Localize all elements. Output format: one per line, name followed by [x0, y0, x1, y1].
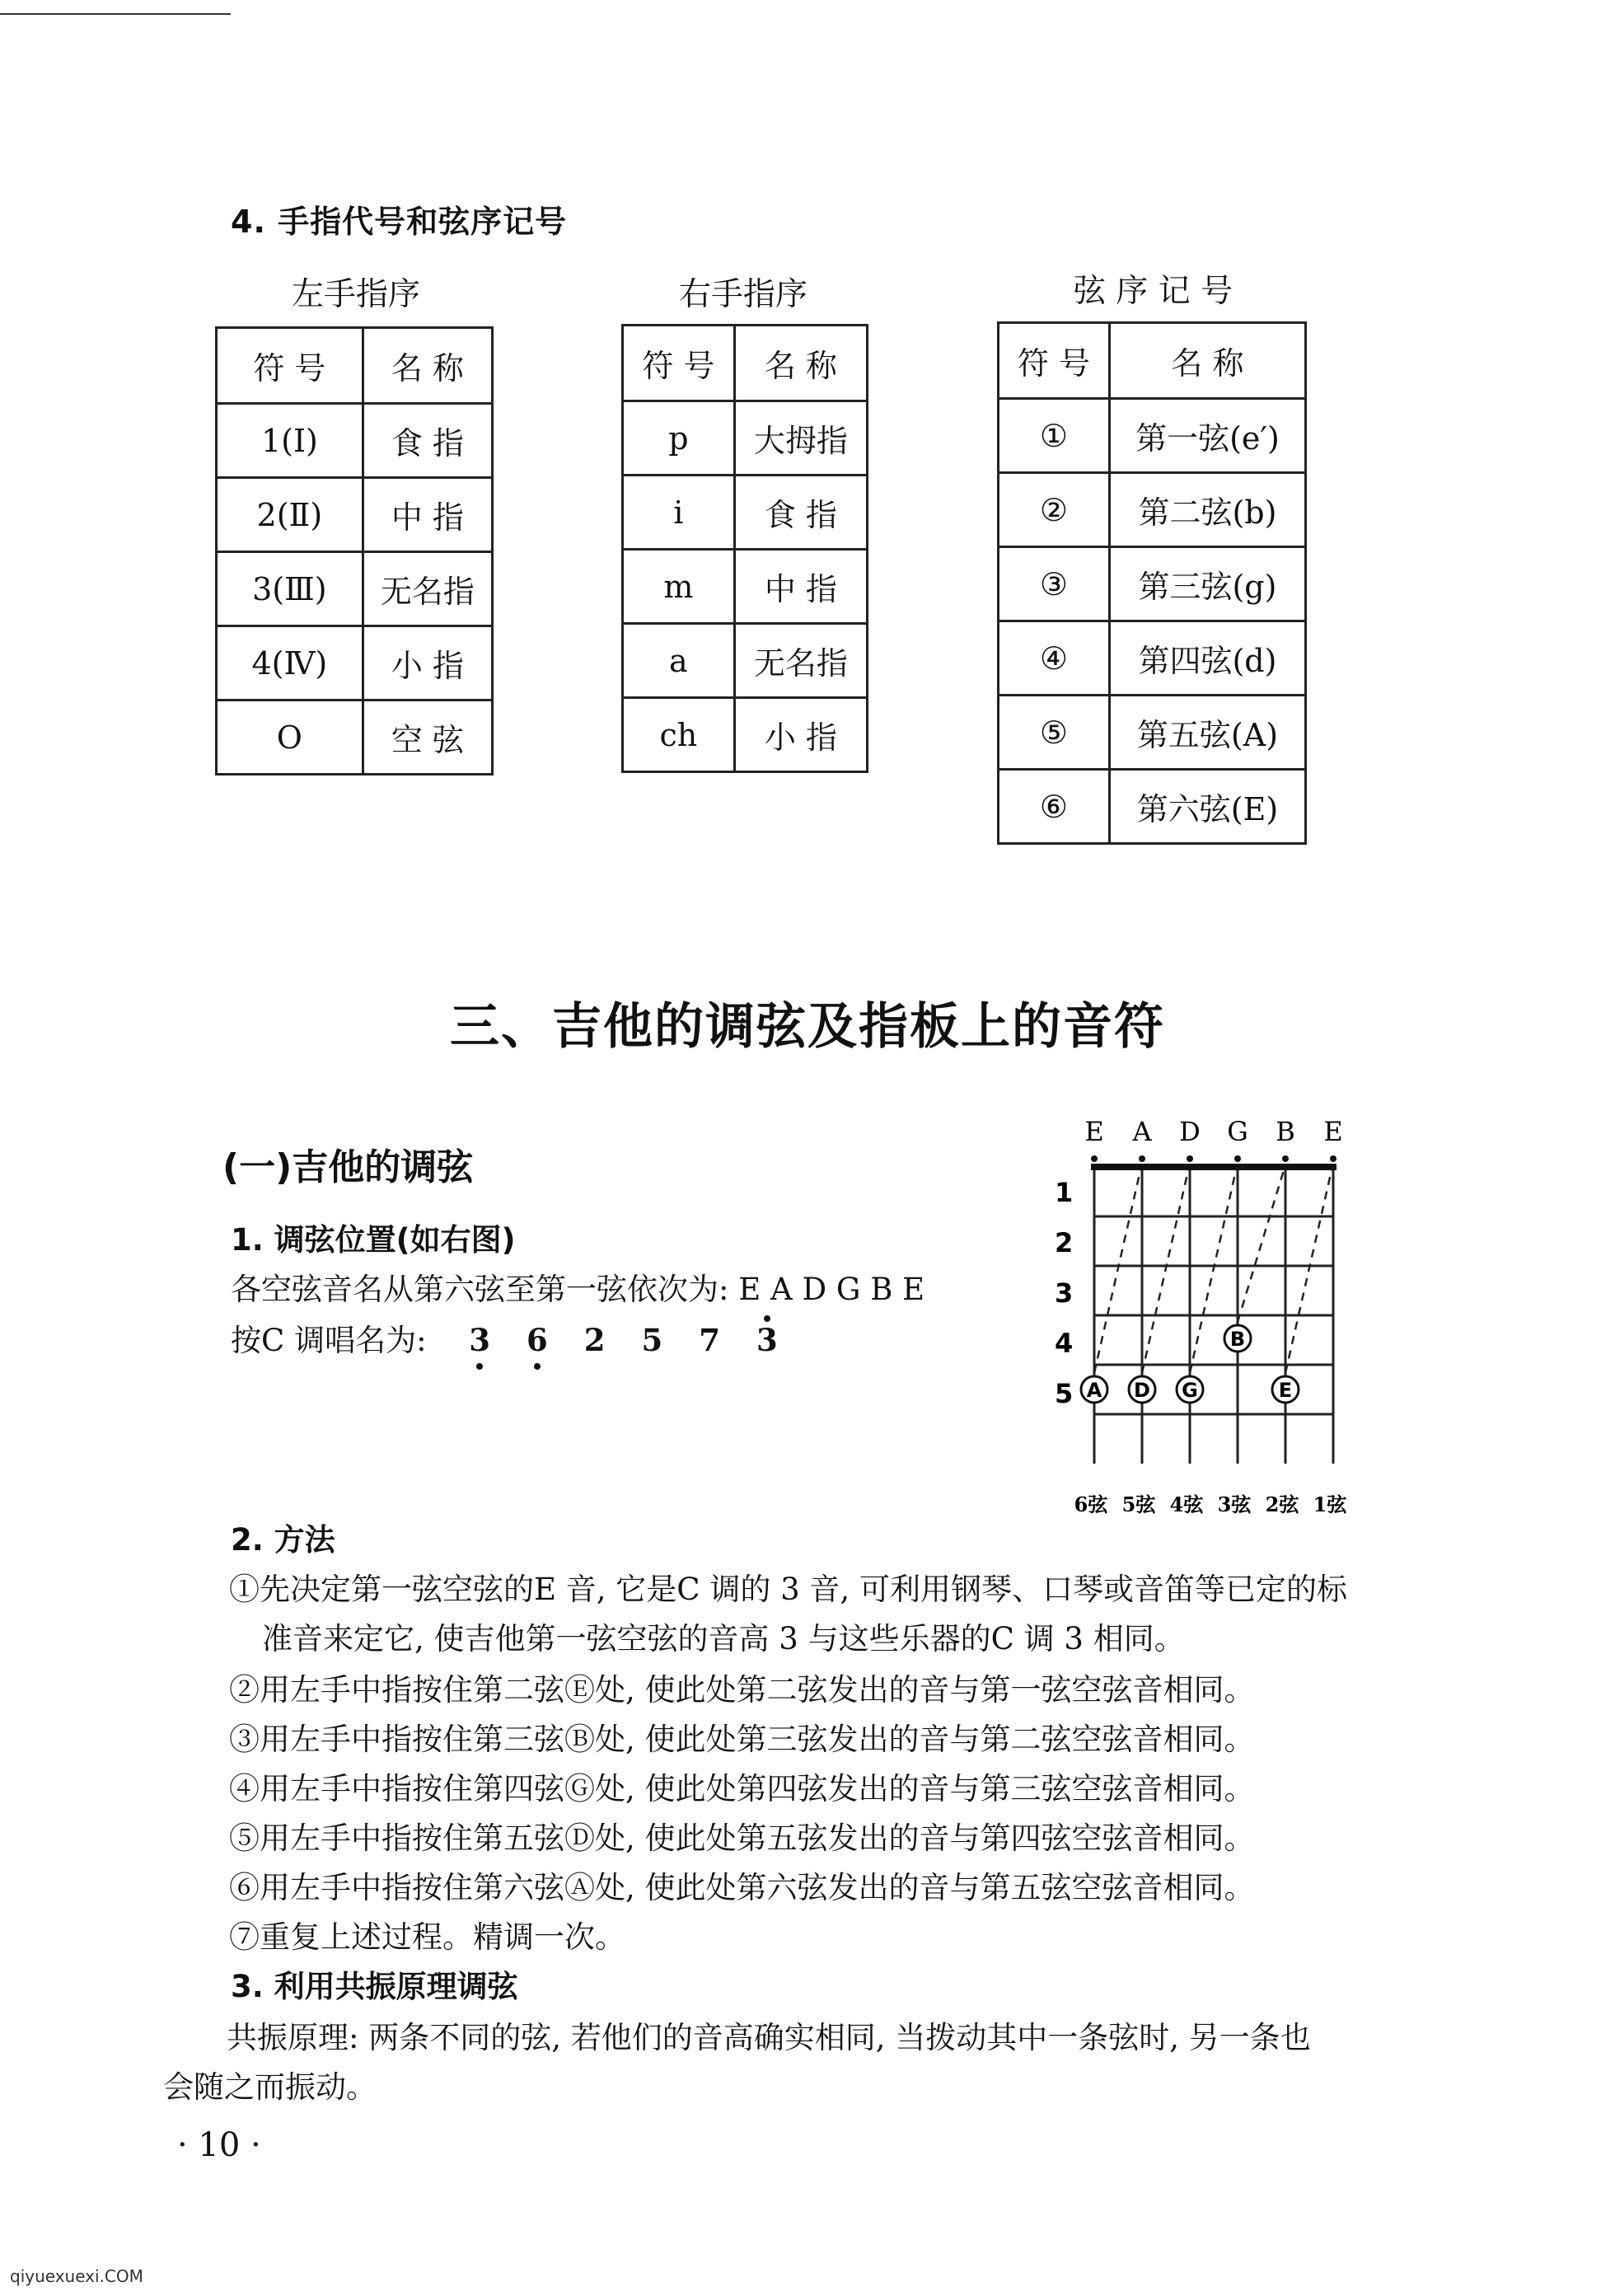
table-cell: 2(Ⅱ)	[217, 478, 363, 552]
fret-number-label: 2	[1055, 1227, 1074, 1258]
table-cell: ③	[999, 547, 1110, 621]
table-cell: 第五弦(A)	[1109, 696, 1305, 770]
table-cell: 第四弦(d)	[1109, 621, 1305, 696]
tuning-guide-dash	[1238, 1170, 1284, 1322]
right-hand-table	[621, 324, 868, 773]
solfege-note: 6	[513, 1322, 561, 1358]
string-number-label: 4弦	[1169, 1492, 1204, 1516]
section-title: 三、吉他的调弦及指板上的音符	[450, 998, 1165, 1056]
open-string-names-line: 各空弦音名从第六弦至第一弦依次为: E A D G B E	[231, 1272, 925, 1307]
string-name-label: E	[1084, 1116, 1104, 1147]
fretboard-diagram	[1055, 1113, 1384, 1525]
table-cell: ④	[999, 621, 1110, 696]
table-header-cell: 名 称	[363, 328, 492, 404]
solfege-note: 3	[743, 1322, 791, 1358]
solfege-note: 7	[699, 1322, 721, 1358]
step-line: ②用左手中指按住第二弦Ⓔ处, 使此处第二弦发出的音与第一弦空弦音相同。	[229, 1672, 1255, 1708]
table-cell: ⑤	[999, 696, 1110, 770]
string-top-dot	[1330, 1155, 1336, 1162]
table-cell: 第一弦(e′)	[1109, 399, 1305, 473]
fret-marker-letter: E	[1278, 1379, 1293, 1402]
string-name-label: G	[1227, 1116, 1248, 1147]
top-rule	[0, 13, 231, 15]
string-name-label: B	[1276, 1116, 1295, 1147]
fret-marker-letter: B	[1229, 1328, 1246, 1351]
subsection-title: (一)吉他的调弦	[222, 1146, 474, 1188]
string-number-label: 6弦	[1074, 1492, 1108, 1516]
string-top-dot	[1187, 1155, 1193, 1162]
table-cell: 中 指	[363, 478, 492, 552]
table-cell: 第二弦(b)	[1109, 473, 1305, 547]
table-header-cell: 符 号	[217, 328, 363, 404]
table-header-cell: 符 号	[623, 326, 735, 401]
item3-heading: 3. 利用共振原理调弦	[231, 1969, 518, 2004]
table-cell: 小 指	[363, 626, 492, 701]
fret-marker-letter: A	[1086, 1379, 1102, 1402]
string-number-label: 5弦	[1121, 1492, 1156, 1516]
string-top-dot	[1139, 1155, 1145, 1162]
fret-number-label: 5	[1055, 1378, 1074, 1409]
item2-heading: 2. 方法	[231, 1522, 335, 1558]
fret-number-label: 4	[1055, 1328, 1074, 1359]
table-cell: 第三弦(g)	[1109, 547, 1305, 621]
string-name-label: D	[1179, 1116, 1201, 1147]
table-cell: 小 指	[734, 698, 867, 772]
table-cell: ch	[623, 698, 735, 772]
string-name-label: A	[1132, 1116, 1152, 1147]
watermark-text: qiyuexuexi.COM	[10, 2266, 143, 2286]
table-cell: i	[623, 476, 735, 550]
fret-number-label: 3	[1055, 1277, 1074, 1309]
section-4-heading: 4. 手指代号和弦序记号	[231, 204, 568, 240]
table-cell: 第六弦(E)	[1109, 770, 1305, 844]
step-line: ①先决定第一弦空弦的E 音, 它是C 调的 3 音, 可利用钢琴、口琴或音笛等已定的标	[229, 1572, 1347, 1607]
tuning-guide-dash	[1094, 1170, 1140, 1373]
table-cell: 无名指	[363, 552, 492, 626]
tuning-guide-dash	[1285, 1170, 1332, 1373]
table-cell: 无名指	[734, 624, 867, 698]
tuning-guide-dash	[1142, 1170, 1188, 1373]
table-cell: p	[623, 401, 735, 476]
resonance-text: 共振原理: 两条不同的弦, 若他们的音高确实相同, 当拨动其中一条弦时, 另一条也	[227, 2020, 1311, 2055]
step-line: ④用左手中指按住第四弦Ⓖ处, 使此处第四弦发出的音与第三弦空弦音相同。	[229, 1771, 1255, 1806]
table-cell: 3(Ⅲ)	[217, 552, 363, 626]
step-line: ③用左手中指按住第三弦Ⓑ处, 使此处第三弦发出的音与第二弦空弦音相同。	[229, 1722, 1255, 1757]
table-cell: 大拇指	[734, 401, 867, 476]
step-line: ⑥用左手中指按住第六弦Ⓐ处, 使此处第六弦发出的音与第五弦空弦音相同。	[229, 1870, 1255, 1905]
table-cell: ⑥	[999, 770, 1110, 844]
table-cell: 食 指	[734, 476, 867, 550]
table-cell: m	[623, 550, 735, 624]
table-cell: ①	[999, 399, 1110, 473]
left-hand-table	[215, 326, 494, 775]
table-cell: 4(Ⅳ)	[217, 626, 363, 701]
table-cell: 中 指	[734, 550, 867, 624]
solfege-note: 5	[641, 1322, 663, 1358]
table-cell: 食 指	[363, 404, 492, 478]
right-hand-caption: 右手指序	[678, 276, 808, 313]
string-number-label: 3弦	[1217, 1492, 1252, 1516]
string-top-dot	[1091, 1155, 1098, 1162]
string-top-dot	[1282, 1155, 1289, 1162]
step-line: ⑤用左手中指按住第五弦Ⓓ处, 使此处第五弦发出的音与第四弦空弦音相同。	[229, 1820, 1255, 1856]
step-line: 准音来定它, 使吉他第一弦空弦的音高 3 与这些乐器的C 调 3 相同。	[262, 1621, 1185, 1656]
solfege-prefix: 按C 调唱名为:	[231, 1323, 427, 1358]
fret-marker-letter: G	[1182, 1379, 1198, 1402]
string-top-dot	[1234, 1155, 1241, 1162]
table-header-cell: 符 号	[999, 323, 1110, 399]
string-order-caption: 弦 序 记 号	[1073, 273, 1233, 310]
table-cell: 1(Ⅰ)	[217, 404, 363, 478]
page-number: · 10 ·	[177, 2126, 261, 2164]
table-cell: ②	[999, 473, 1110, 547]
string-order-table	[997, 321, 1307, 845]
table-header-cell: 名 称	[1109, 323, 1305, 399]
table-cell: 空 弦	[363, 701, 492, 775]
string-number-label: 2弦	[1265, 1492, 1299, 1516]
string-name-label: E	[1323, 1116, 1343, 1147]
resonance-text: 会随之而振动。	[163, 2069, 377, 2105]
item1-heading: 1. 调弦位置(如右图)	[231, 1222, 516, 1258]
step-line: ⑦重复上述过程。精调一次。	[229, 1919, 625, 1955]
solfege-note: 3	[456, 1322, 503, 1358]
solfege-line	[231, 1315, 791, 1360]
table-cell: a	[623, 624, 735, 698]
solfege-note: 2	[583, 1322, 606, 1358]
fret-number-label: 1	[1055, 1177, 1074, 1208]
fret-marker-letter: D	[1134, 1379, 1150, 1402]
table-cell: O	[217, 701, 363, 775]
string-number-label: 1弦	[1313, 1492, 1347, 1516]
table-header-cell: 名 称	[734, 326, 867, 401]
left-hand-caption: 左手指序	[291, 276, 420, 313]
